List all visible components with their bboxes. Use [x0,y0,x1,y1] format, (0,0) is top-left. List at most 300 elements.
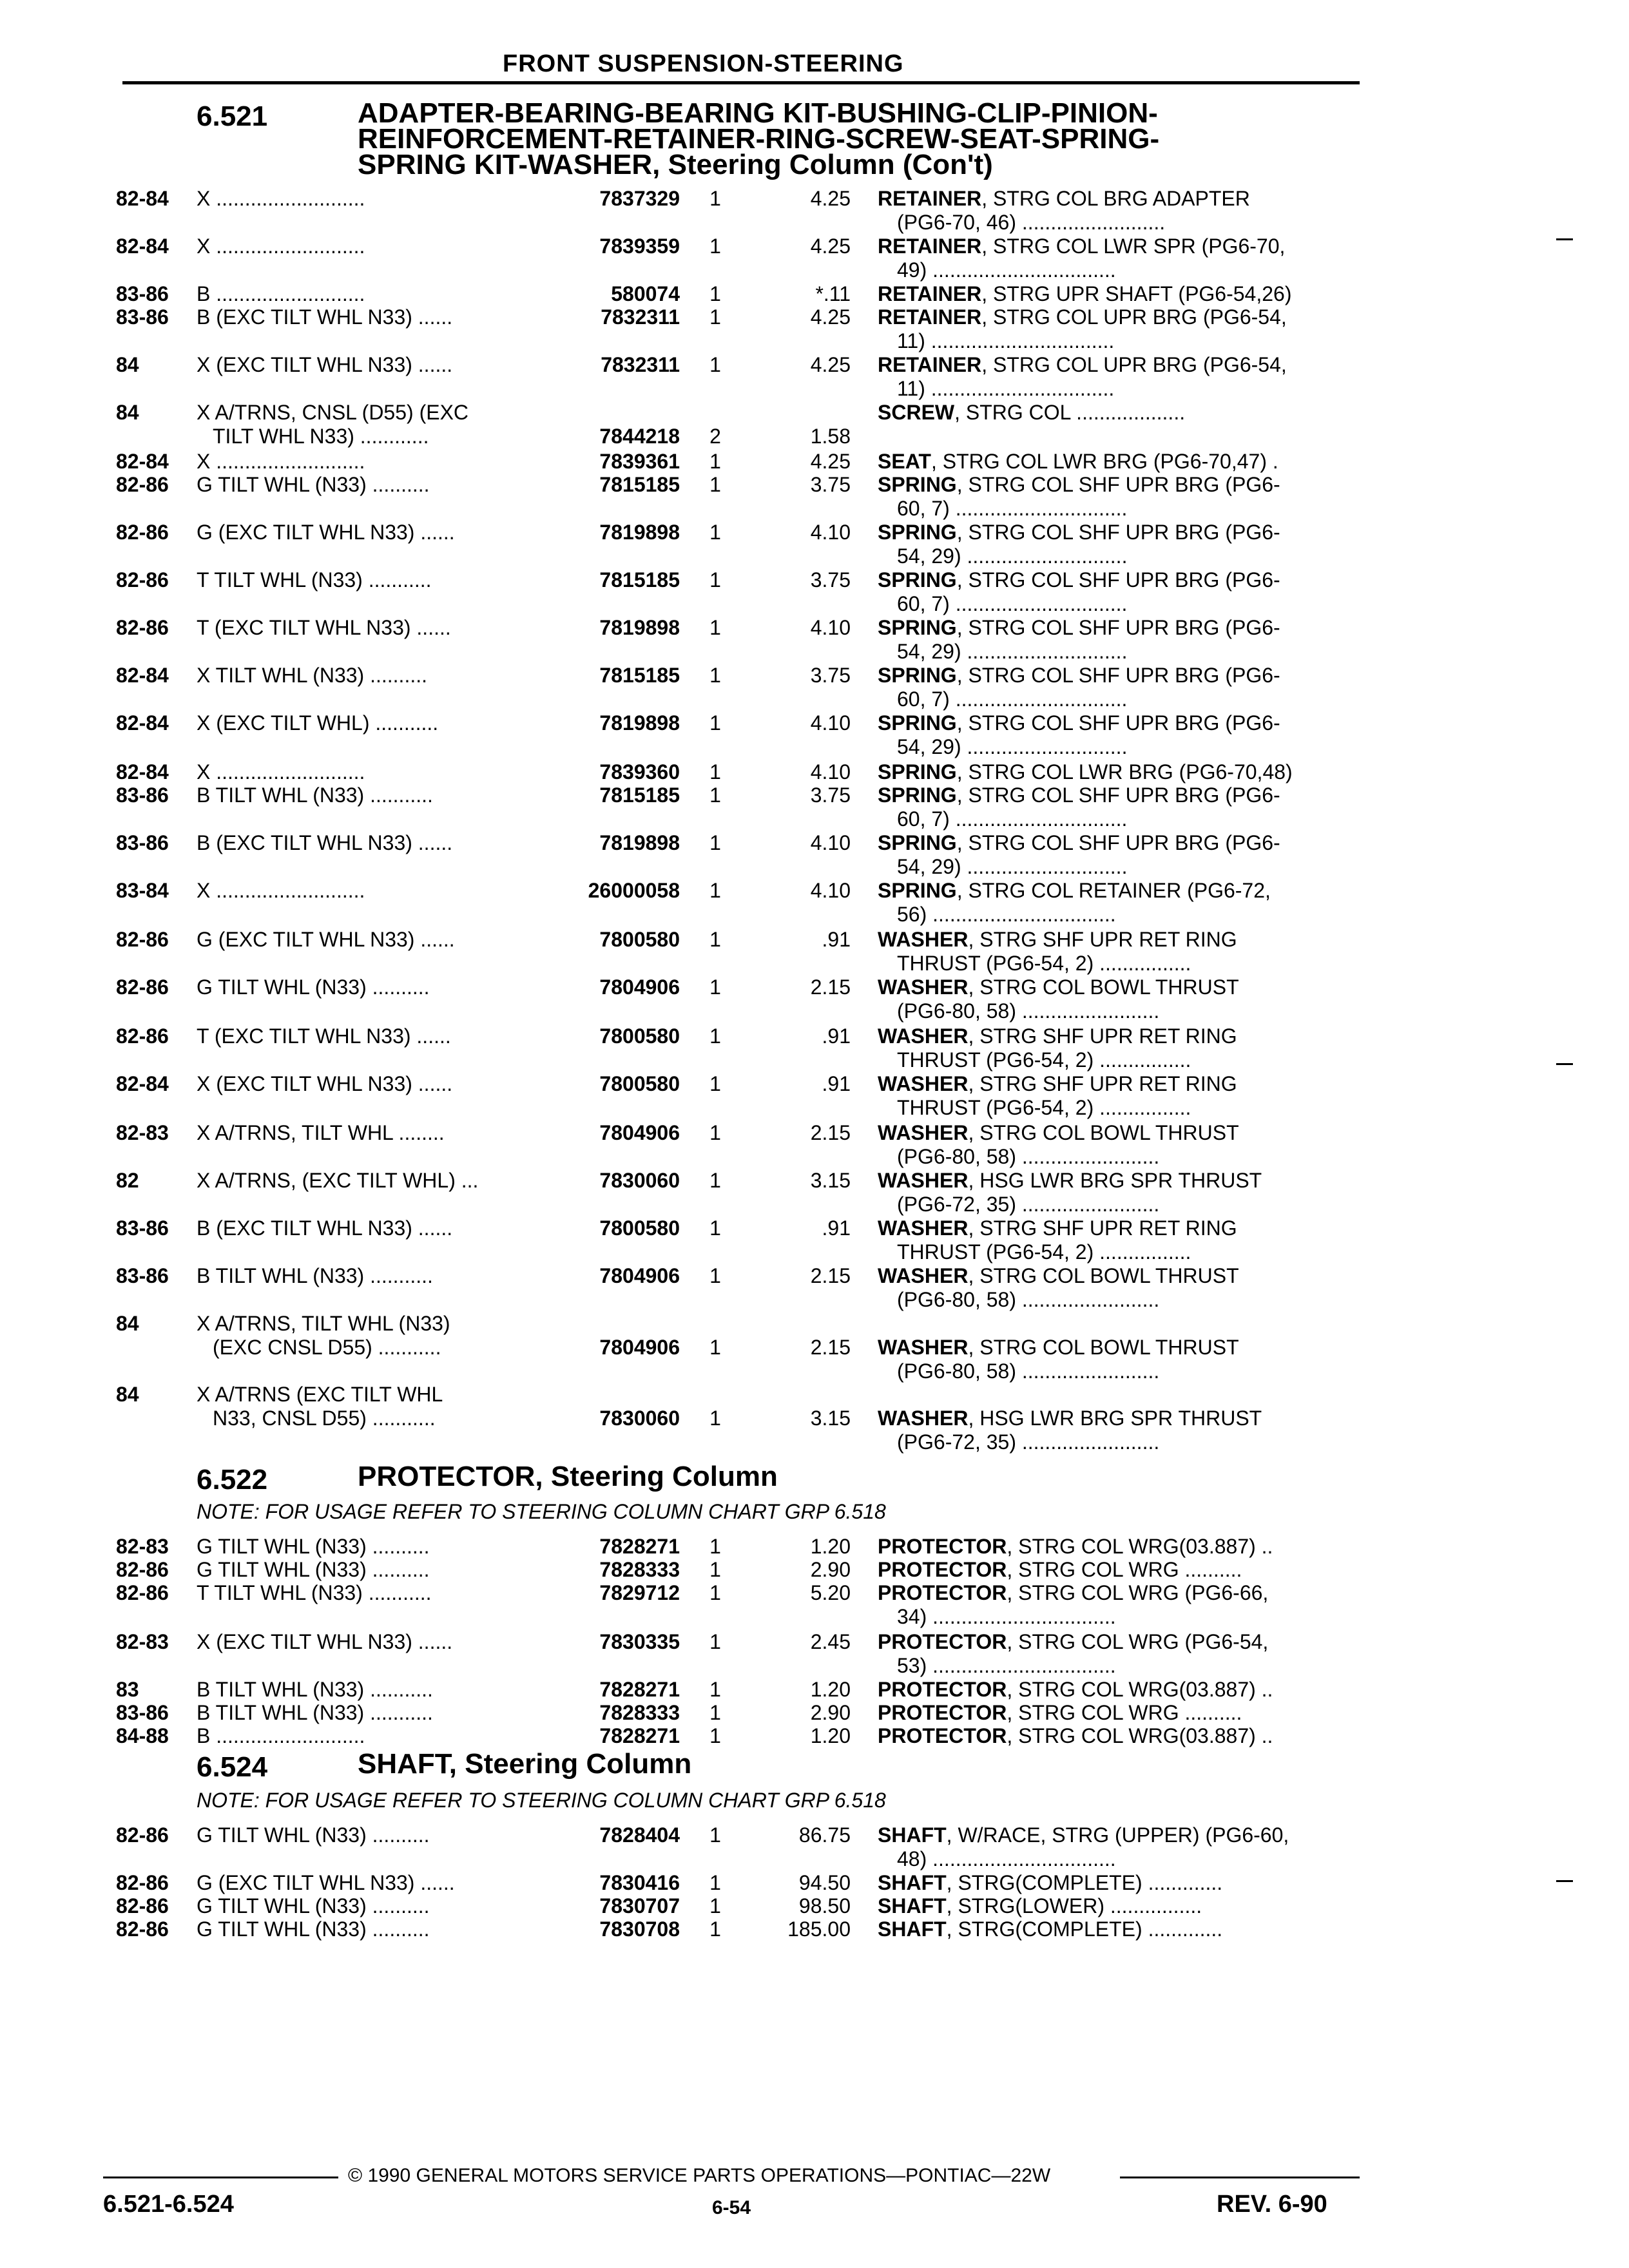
description-line [878,305,1287,329]
part-number: 7828271 [599,1678,680,1701]
price: 4.25 [810,353,851,376]
model-line: G (EXC TILT WHL N33) ...... [197,928,455,951]
model-line: B (EXC TILT WHL N33) ...... [197,831,453,854]
model-line: G TILT WHL (N33) .......... [197,1558,430,1581]
part-name: RETAINER [878,305,982,329]
part-detail: , STRG COL SHF UPR BRG (PG6- [956,568,1280,591]
part-description [878,1871,1348,1895]
part-number: 7815185 [599,568,680,591]
model-year: 82-83 [116,1630,169,1653]
part-name: PROTECTOR [878,1581,1007,1604]
quantity: 1 [709,1678,721,1701]
model-line: X .......................... [197,235,365,258]
model-line: G (EXC TILT WHL N33) ...... [197,521,455,544]
model-line: X TILT WHL (N33) .......... [197,664,427,687]
part-name: WASHER [878,1072,969,1095]
part-description [878,235,1348,282]
table-row [0,1024,1629,1076]
description-line: (PG6-70, 46) ......................... [897,211,1166,234]
part-number: 7844218 [599,425,680,448]
model-description [197,1724,545,1748]
description-line [878,975,1239,999]
part-description [878,1894,1348,1918]
price: *.11 [815,282,851,305]
part-number: 7804906 [599,1336,680,1359]
model-line: B (EXC TILT WHL N33) ...... [197,305,453,329]
model-year: 82-86 [116,928,169,951]
price: 3.15 [810,1169,851,1192]
price: 2.15 [810,1121,851,1144]
price: 2.15 [810,975,851,999]
description-line [878,879,1271,902]
part-detail: , HSG LWR BRG SPR THRUST [968,1169,1262,1192]
model-year: 84 [116,401,139,424]
table-row [0,1724,1629,1780]
part-detail: , STRG COL WRG (PG6-54, [1007,1630,1269,1653]
model-description [197,401,545,448]
table-row [0,1823,1629,1875]
price: 86.75 [798,1823,851,1847]
quantity: 1 [709,568,721,591]
part-name: SPRING [878,760,957,783]
quantity: 1 [709,521,721,544]
part-description [878,1024,1348,1072]
part-name: RETAINER [878,235,982,258]
description-line: (PG6-80, 58) ........................ [897,1145,1160,1168]
table-row [0,664,1629,715]
part-description [878,664,1348,711]
description-line: 54, 29) ............................ [897,855,1128,878]
top-rule [122,81,1360,84]
description-line: 49) ................................ [897,258,1116,282]
part-name: WASHER [878,1264,969,1287]
description-line [878,664,1280,687]
model-description [197,1558,545,1582]
description-line [878,568,1280,591]
part-detail: , STRG SHF UPR RET RING [968,1024,1237,1048]
price: 4.25 [810,450,851,473]
part-name: PROTECTOR [878,1701,1007,1724]
model-line: X (EXC TILT WHL N33) ...... [197,1630,453,1653]
model-description [197,1072,545,1096]
part-description [878,521,1348,568]
part-detail: , STRG COL LWR BRG (PG6-70,48) [956,760,1293,783]
description-line [878,1024,1237,1048]
model-description [197,975,545,999]
part-name: RETAINER [878,353,982,376]
part-description [878,1724,1348,1748]
model-description [197,1917,545,1941]
description-line: 60, 7) .............................. [897,592,1128,615]
margin-tick [1556,1063,1573,1065]
model-line: X (EXC TILT WHL N33) ...... [197,1072,453,1095]
section-title: SHAFT, Steering Column [358,1748,692,1780]
quantity: 1 [709,1581,721,1604]
model-line: X (EXC TILT WHL N33) ...... [197,353,453,376]
part-name: PROTECTOR [878,1535,1007,1558]
table-row [0,568,1629,620]
description-line [878,1581,1268,1604]
part-description [878,928,1348,975]
price: 3.75 [810,664,851,687]
quantity: 1 [709,282,721,305]
part-detail: , STRG COL BOWL THRUST [968,975,1239,999]
price: 4.25 [810,187,851,210]
part-name: SPRING [878,664,957,687]
quantity: 1 [709,1336,721,1359]
model-description [197,1701,545,1725]
part-name: WASHER [878,1169,969,1192]
quantity: 1 [709,1724,721,1747]
model-year: 82-86 [116,975,169,999]
model-line: G TILT WHL (N33) .......... [197,975,430,999]
description-line [878,783,1280,807]
description-line [878,473,1280,496]
part-number: 7832311 [601,353,680,376]
model-description [197,831,545,855]
model-description [197,616,545,640]
model-year: 82-86 [116,473,169,496]
description-line: 54, 29) ............................ [897,640,1128,663]
part-name: WASHER [878,1024,969,1048]
price: 4.10 [810,711,851,735]
description-line [878,1630,1268,1653]
model-description [197,235,545,258]
quantity: 1 [709,1894,721,1917]
model-line: G TILT WHL (N33) .......... [197,1823,430,1847]
description-line [878,1216,1237,1240]
description-line [878,1678,1273,1701]
part-name: SPRING [878,568,957,591]
description-line: 53) ................................ [897,1654,1116,1677]
table-row [0,1072,1629,1124]
description-line: 54, 29) ............................ [897,544,1128,568]
description-line [878,1823,1289,1847]
quantity: 1 [709,450,721,473]
table-row [0,928,1629,979]
model-line: X A/TRNS, (EXC TILT WHL) ... [197,1169,479,1192]
quantity: 1 [709,1823,721,1847]
model-year: 84 [116,1383,139,1406]
part-description [878,760,1348,784]
description-line: 11) ................................ [897,377,1115,400]
model-line: X .......................... [197,760,365,783]
model-description [197,187,545,211]
model-line: B TILT WHL (N33) ........... [197,783,433,807]
model-description [197,711,545,735]
part-number: 7828271 [599,1724,680,1747]
part-description [878,282,1348,306]
part-detail: , STRG SHF UPR RET RING [968,1216,1237,1240]
model-year: 82-84 [116,711,169,735]
description-line [878,616,1280,639]
part-number: 7828333 [599,1558,680,1581]
part-description [878,473,1348,521]
price: 5.20 [810,1581,851,1604]
quantity: 2 [709,425,721,448]
model-line: B (EXC TILT WHL N33) ...... [197,1216,453,1240]
model-description [197,568,545,592]
model-line: T TILT WHL (N33) ........... [197,568,432,591]
part-name: WASHER [878,1336,969,1359]
part-detail: , STRG COL WRG .......... [1007,1701,1242,1724]
price: 4.10 [810,521,851,544]
model-description [197,1678,545,1702]
copyright: © 1990 GENERAL MOTORS SERVICE PARTS OPERATIONS—PONTIAC—22W [348,2165,1051,2186]
model-line: X A/TRNS, CNSL (D55) (EXC [197,401,469,424]
price: 4.10 [810,616,851,639]
model-description [197,1894,545,1918]
part-description [878,568,1348,616]
price: 98.50 [798,1894,851,1917]
description-line [878,1072,1237,1095]
table-row [0,401,1629,452]
model-line: G TILT WHL (N33) .......... [197,473,430,496]
model-description [197,1823,545,1847]
model-line: N33, CNSL D55) ........... [213,1407,436,1430]
description-line [878,1724,1273,1747]
price: 4.25 [810,235,851,258]
model-description [197,1312,545,1360]
part-detail: , STRG COL WRG(03.887) .. [1007,1678,1273,1701]
part-number: 7839360 [599,760,680,783]
model-description [197,305,545,329]
description-line: (PG6-80, 58) ........................ [897,1360,1160,1383]
quantity: 1 [709,1072,721,1095]
part-detail: , STRG(LOWER) ................ [946,1894,1202,1917]
model-description [197,353,545,377]
description-line [878,1535,1273,1558]
quantity: 1 [709,353,721,376]
part-name: WASHER [878,1407,969,1430]
section-title-line: REINFORCEMENT-RETAINER-RING-SCREW-SEAT-SPRING- [358,123,1160,155]
part-name: PROTECTOR [878,1678,1007,1701]
description-line [878,1558,1242,1581]
description-line [878,1121,1239,1144]
page-title: FRONT SUSPENSION-STEERING [503,50,904,77]
quantity: 1 [709,1917,721,1941]
part-detail: , STRG COL WRG (PG6-66, [1007,1581,1269,1604]
model-line: TILT WHL N33) ............ [213,425,429,448]
quantity: 1 [709,305,721,329]
price: 2.15 [810,1336,851,1359]
model-line: X .......................... [197,879,365,902]
model-year: 82-84 [116,664,169,687]
model-line: X .......................... [197,187,365,210]
model-description [197,1535,545,1559]
model-description [197,1121,545,1145]
table-row [0,1312,1629,1383]
model-description [197,664,545,687]
model-description [197,1871,545,1895]
model-year: 82-86 [116,1581,169,1604]
part-detail: , STRG COL SHF UPR BRG (PG6- [956,664,1280,687]
table-row [0,711,1629,763]
model-year: 82-84 [116,235,169,258]
part-number: 7828333 [599,1701,680,1724]
table-row [0,235,1629,286]
description-line [878,1871,1222,1894]
description-line [878,760,1293,783]
quantity: 1 [709,235,721,258]
part-detail: , STRG COL BRG ADAPTER [981,187,1250,210]
section-title [358,97,1160,180]
part-description [878,353,1348,401]
part-detail: , STRG COL SHF UPR BRG (PG6- [956,831,1280,854]
model-year: 83-86 [116,282,169,305]
part-name: SPRING [878,879,957,902]
table-row [0,1216,1629,1268]
part-detail: , STRG COL SHF UPR BRG (PG6- [956,616,1280,639]
description-line [878,1894,1202,1917]
section-title: PROTECTOR, Steering Column [358,1461,778,1492]
description-line [878,450,1278,473]
description-line [878,928,1237,951]
part-name: SPRING [878,616,957,639]
description-line [878,1264,1239,1287]
part-detail: , STRG COL SHF UPR BRG (PG6- [956,521,1280,544]
section-note: NOTE: FOR USAGE REFER TO STEERING COLUMN CHART GRP 6.518 [197,1500,886,1523]
table-row [0,1383,1629,1454]
quantity: 1 [709,783,721,807]
description-line: 34) ................................ [897,1605,1116,1628]
description-line: (PG6-72, 35) ........................ [897,1430,1160,1454]
part-description [878,1121,1348,1169]
description-line [878,1917,1222,1941]
model-description [197,450,545,474]
model-year: 82-84 [116,760,169,783]
table-row [0,783,1629,835]
price: 2.90 [810,1558,851,1581]
part-number: 7800580 [599,928,680,951]
revision: REV. 6-90 [1217,2191,1327,2218]
part-detail: , W/RACE, STRG (UPPER) (PG6-60, [946,1823,1289,1847]
price: 4.10 [810,831,851,854]
model-year: 82-86 [116,1894,169,1917]
part-name: PROTECTOR [878,1630,1007,1653]
quantity: 1 [709,760,721,783]
model-year: 82-84 [116,450,169,473]
part-detail: , STRG COL LWR BRG (PG6-70,47) . [930,450,1278,473]
part-description [878,879,1348,927]
part-name: SHAFT [878,1894,947,1917]
section-title-line: ADAPTER-BEARING-BEARING KIT-BUSHING-CLIP-PINION- [358,97,1158,129]
model-line: B TILT WHL (N33) ........... [197,1264,433,1287]
model-line: (EXC CNSL D55) ........... [213,1336,441,1359]
model-line: B .......................... [197,282,365,305]
model-year: 83 [116,1678,139,1701]
description-line [878,282,1291,305]
section-note: NOTE: FOR USAGE REFER TO STEERING COLUMN CHART GRP 6.518 [197,1789,886,1812]
description-line: THRUST (PG6-54, 2) ................ [897,1240,1191,1264]
margin-tick [1556,238,1573,240]
quantity: 1 [709,1630,721,1653]
model-description [197,760,545,784]
model-description [197,1169,545,1193]
model-description [197,282,545,306]
model-description [197,1024,545,1048]
quantity: 1 [709,187,721,210]
table-row [0,1917,1629,1969]
quantity: 1 [709,711,721,735]
model-line: G TILT WHL (N33) .......... [197,1894,430,1917]
table-row [0,1121,1629,1173]
model-description [197,473,545,497]
price: 2.15 [810,1264,851,1287]
model-description [197,1264,545,1288]
model-year: 83-86 [116,831,169,854]
part-detail: , STRG COL SHF UPR BRG (PG6- [956,473,1280,496]
part-description [878,783,1348,831]
table-row [0,473,1629,524]
model-description [197,1581,545,1605]
part-number: 26000058 [588,879,680,902]
model-line: X (EXC TILT WHL) ........... [197,711,439,735]
part-name: SEAT [878,450,931,473]
part-name: SPRING [878,521,957,544]
part-description [878,1072,1348,1120]
part-description [878,450,1348,474]
model-description [197,879,545,903]
part-description [878,616,1348,664]
part-number: 7819898 [599,521,680,544]
description-line [878,235,1285,258]
model-year: 82-86 [116,1917,169,1941]
part-number: 7839359 [599,235,680,258]
part-detail: , HSG LWR BRG SPR THRUST [968,1407,1262,1430]
price: 1.20 [810,1535,851,1558]
part-number: 7815185 [599,473,680,496]
part-name: PROTECTOR [878,1558,1007,1581]
part-description [878,1581,1348,1629]
table-row [0,879,1629,930]
part-description [878,1701,1348,1725]
part-description [878,1823,1348,1871]
model-description [197,1630,545,1654]
part-description [878,1917,1348,1941]
part-name: SPRING [878,783,957,807]
model-year: 82-86 [116,1558,169,1581]
part-description [878,1169,1348,1216]
part-description [878,1558,1348,1582]
model-year: 82-86 [116,616,169,639]
part-number: 7815185 [599,664,680,687]
section-title-line: SPRING KIT-WASHER, Steering Column (Con't) [358,149,993,180]
table-row [0,305,1629,357]
part-name: SPRING [878,831,957,854]
quantity: 1 [709,975,721,999]
part-number: 7830707 [599,1894,680,1917]
quantity: 1 [709,831,721,854]
model-year: 82-86 [116,1823,169,1847]
part-name: SHAFT [878,1917,947,1941]
part-detail: , STRG COL RETAINER (PG6-72, [956,879,1271,902]
model-line: B TILT WHL (N33) ........... [197,1701,433,1724]
part-detail: , STRG COL BOWL THRUST [968,1336,1239,1359]
quantity: 1 [709,1264,721,1287]
model-year: 82-84 [116,1072,169,1095]
section-number: 6.522 [197,1464,268,1495]
price: 3.75 [810,568,851,591]
table-row [0,1630,1629,1682]
quantity: 1 [709,1558,721,1581]
table-row [0,616,1629,668]
footer-rule-left [103,2177,338,2178]
quantity: 1 [709,879,721,902]
description-line: 11) ................................ [897,329,1115,352]
price: 3.75 [810,783,851,807]
part-number: 7804906 [599,975,680,999]
